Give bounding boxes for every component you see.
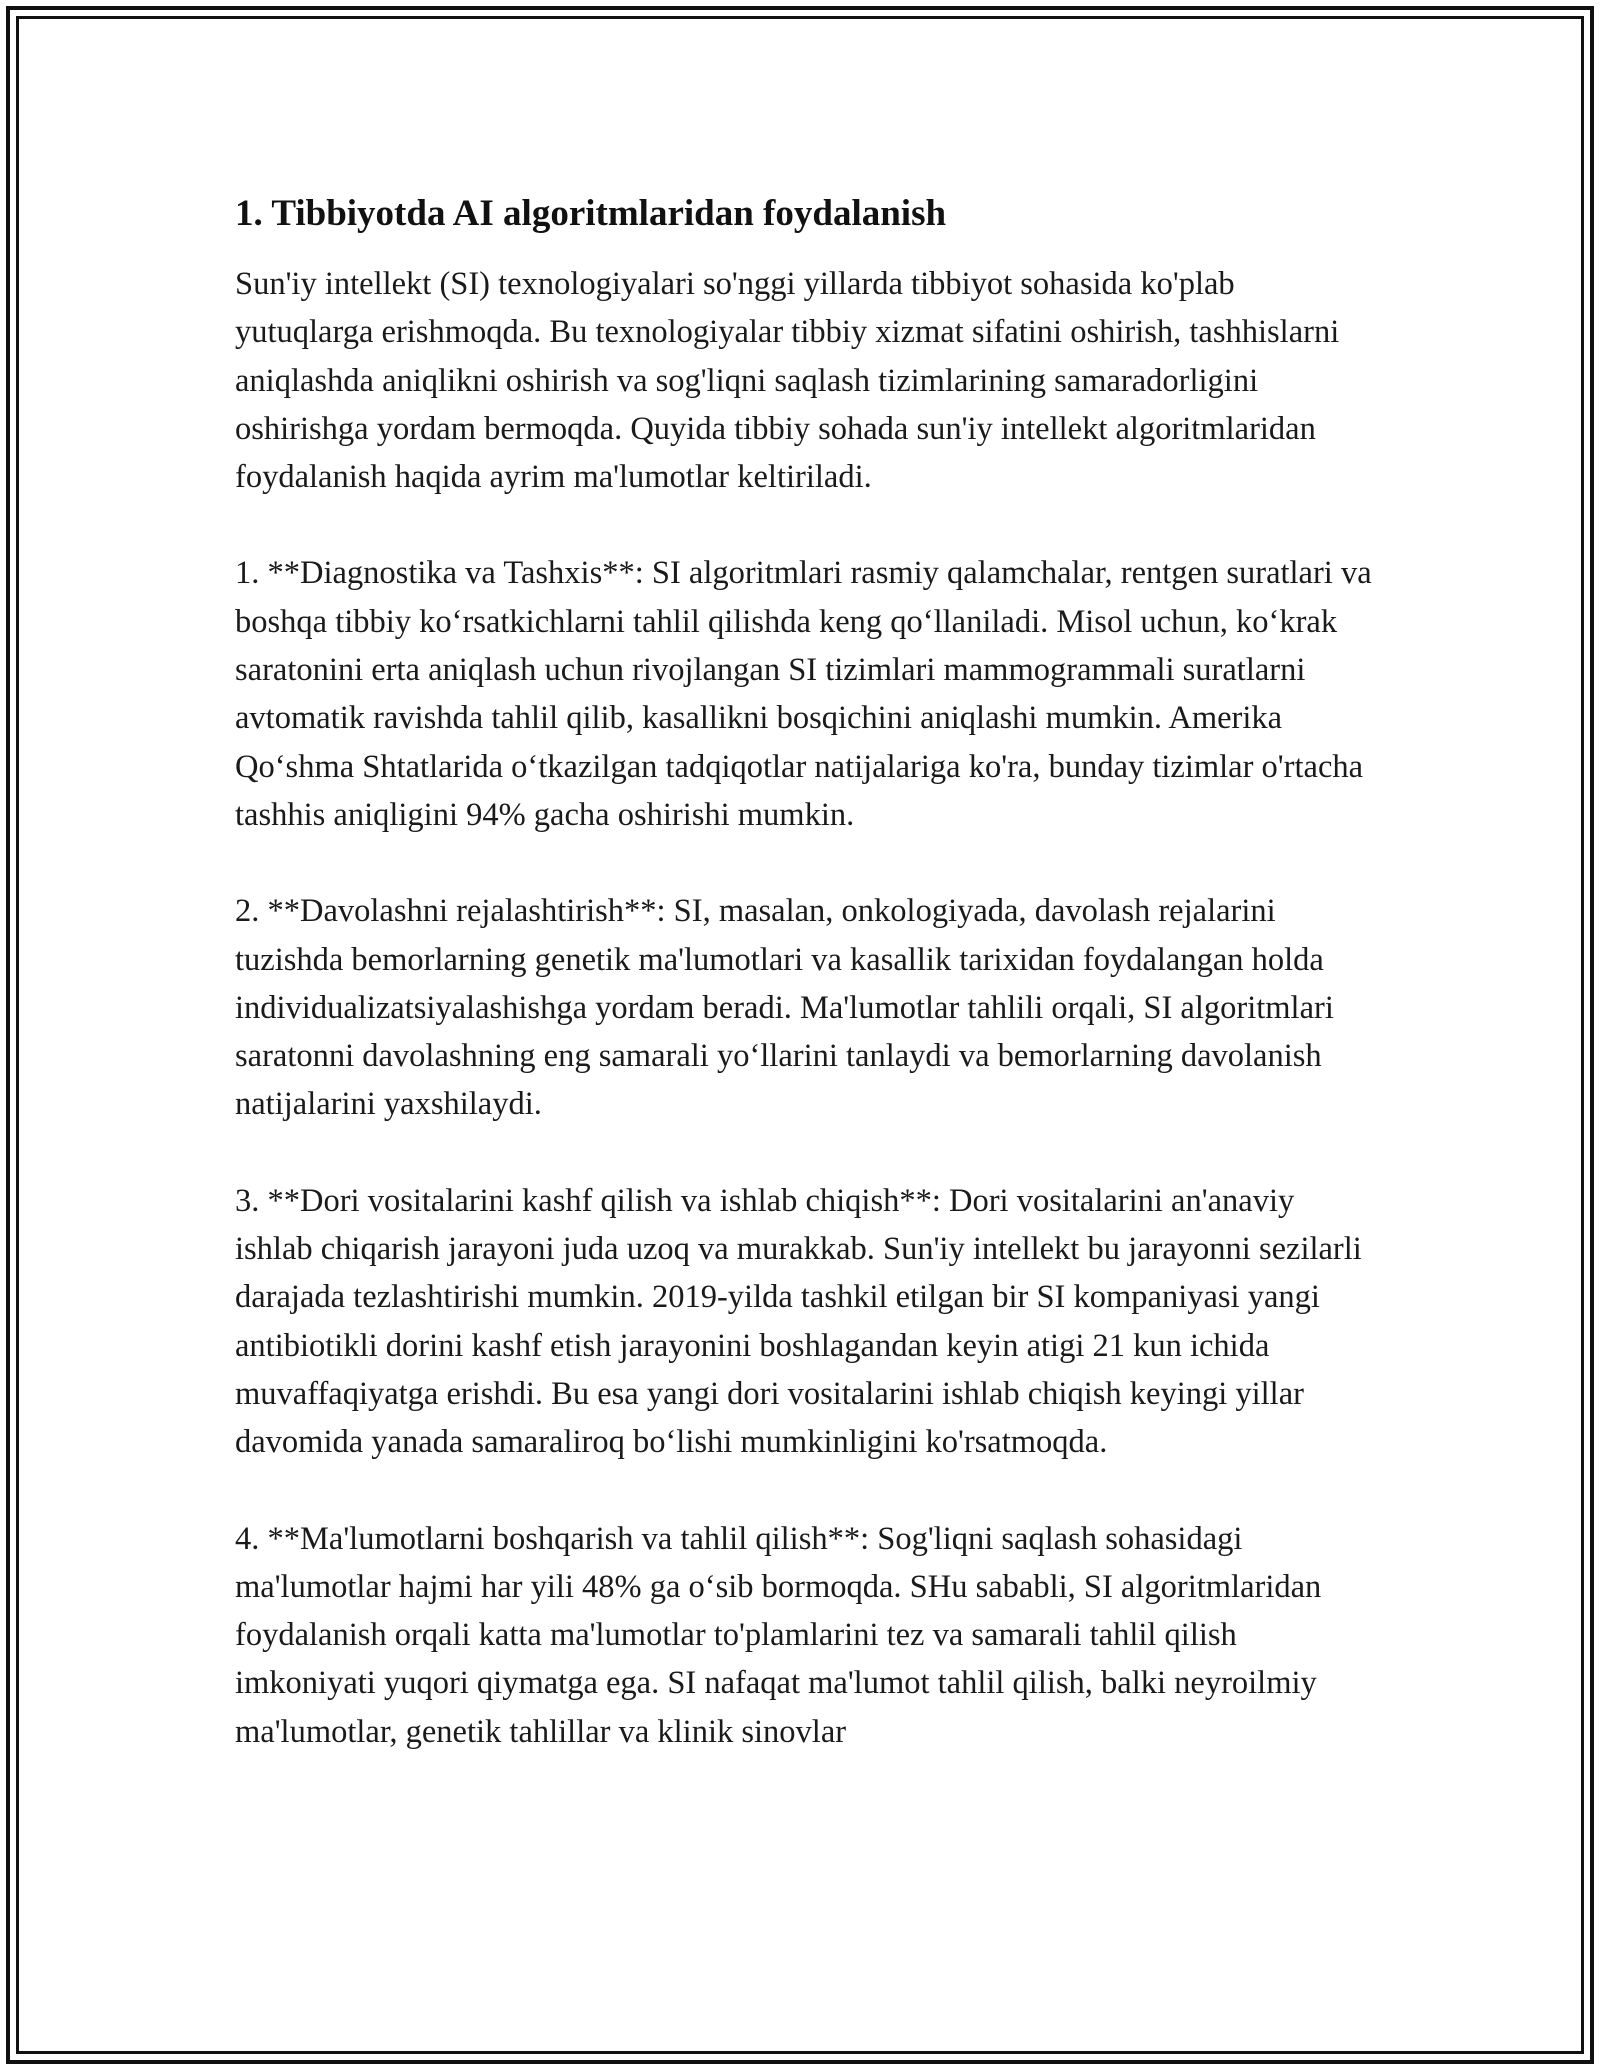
- list-item-treatment-planning: 2. **Davolashni rejalashtirish**: SI, masalan, onkologiyada, davolash rejalarini tuzishda bemorlarning genetik ma'lumotlari va kasallik tarixidan foydalangan holda individualizatsiyalashishga yordam beradi. Ma'lumotlar tahlili orqali, SI algoritmlari saratonni davolashning eng samarali yo‘llarini tanlaydi va bemorlarning davolanish natijalarini yaxshilaydi.: [235, 893, 1334, 1123]
- list-item-drug-discovery: 3. **Dori vositalarini kashf qilish va ishlab chiqish**: Dori vositalarini an'anaviy ishlab chiqarish jarayoni juda uzoq va murakkab. Sun'iy intellekt bu jarayonni sezilarli darajada tezlashtirishi mumkin. 2019-yilda tashkil etilgan bir SI kompaniyasi yangi antibiotikli dorini kashf etish jarayonini boshlagandan keyin atigi 21 kun ichida muvaffaqiyatga erishdi. Bu esa yangi dori vositalarini ishlab chiqish keyingi yillar davomida yanada samaraliroq bo‘lishi mumkinligini ko'rsatmoqda.: [235, 1182, 1362, 1461]
- intro-paragraph: Sun'iy intellekt (SI) texnologiyalari so'nggi yillarda tibbiyot sohasida ko'plab yutuqlarga erishmoqda. Bu texnologiyalar tibbiy xizmat sifatini oshirish, tashhislarni aniqlashda aniqlikni oshirish va sog'liqni saqlash tizimlarining samaradorligini oshirishga yordam bermoqda. Quyida tibbiy sohada sun'iy intellekt algoritmlaridan foydalanish haqida ayrim ma'lumotlar keltiriladi.: [235, 266, 1340, 496]
- section-heading: 1. Tibbiyotda AI algoritmlaridan foydalanish: [235, 193, 947, 234]
- document-body: [235, 188, 1375, 1756]
- list-item-diagnostics: 1. **Diagnostika va Tashxis**: SI algoritmlari rasmiy qalamchalar, rentgen suratlari va boshqa tibbiy ko‘rsatkichlarni tahlil qilishda keng qo‘llaniladi. Misol uchun, ko‘krak saratonini erta aniqlash uchun rivojlangan SI tizimlari mammogrammali suratlarni avtomatik ravishda tahlil qilib, kasallikni bosqichini aniqlashi mumkin. Amerika Qo‘shma Shtatlarida o‘tkazilgan tadqiqotlar natijalariga ko'ra, bunday tizimlar o'rtacha tashhis aniqligini 94% gacha oshirishi mumkin.: [235, 555, 1372, 833]
- list-item-data-management: 4. **Ma'lumotlarni boshqarish va tahlil qilish**: Sog'liqni saqlash sohasidagi ma'lumotlar hajmi har yili 48% ga o‘sib bormoqda. SHu sababli, SI algoritmlaridan foydalanish orqali katta ma'lumotlar to'plamlarini tez va samarali tahlil qilish imkoniyati yuqori qiymatga ega. SI nafaqat ma'lumot tahlil qilish, balki neyroilmiy ma'lumotlar, genetik tahlillar va klinik sinovlar: [235, 1520, 1322, 1750]
